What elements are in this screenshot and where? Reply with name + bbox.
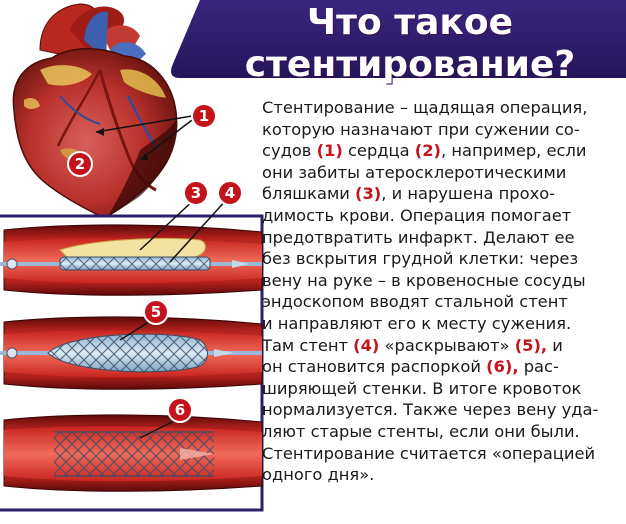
- text-segment: ширяющей стенки. В итоге кровоток: [262, 378, 582, 398]
- marker-4-label: 4: [224, 184, 236, 202]
- title-line-1: Что такое: [307, 2, 513, 43]
- text-line: [262, 97, 618, 119]
- reference-marker: (3): [355, 184, 382, 204]
- text-segment: «раскрывают»: [379, 335, 515, 355]
- marker-1-label: 1: [198, 107, 210, 125]
- marker-5-badge: [144, 300, 168, 324]
- text-line: [262, 421, 618, 443]
- text-line: [262, 183, 618, 205]
- reference-marker: (5),: [514, 335, 548, 355]
- marker-4-badge: [218, 181, 242, 205]
- text-segment: нормализуется. Также через вену уда-: [262, 400, 599, 420]
- text-line: [262, 378, 618, 400]
- text-segment: и направляют его к месту сужения.: [262, 313, 572, 333]
- text-segment: предотвратить инфаркт. Делают ее: [262, 227, 575, 247]
- text-line: [262, 399, 618, 421]
- text-segment: Там стент: [262, 335, 354, 355]
- text-segment: рас-: [518, 357, 559, 377]
- text-line: [262, 313, 618, 335]
- text-line: [262, 270, 618, 292]
- text-line: [262, 464, 618, 486]
- text-segment: Стентирование считается «операцией: [262, 443, 596, 463]
- description-text: [262, 97, 618, 486]
- reference-marker: (6),: [486, 357, 519, 377]
- text-line: [262, 205, 618, 227]
- text-segment: сердца: [342, 141, 415, 161]
- text-line: [262, 443, 618, 465]
- artery-panel-2: [0, 317, 262, 389]
- text-segment: вену на руке – в кровеносные сосуды: [262, 270, 586, 290]
- text-line: [262, 119, 618, 141]
- text-segment: Стентирование – щадящая операция,: [262, 98, 588, 117]
- text-segment: судов: [262, 141, 317, 161]
- marker-1-badge: [192, 104, 216, 128]
- marker-6-label: 6: [174, 401, 186, 419]
- text-line: [262, 162, 618, 184]
- text-segment: они забиты атеросклеротическими: [262, 162, 567, 182]
- marker-6-badge: [168, 398, 192, 422]
- reference-marker: (4): [353, 335, 380, 355]
- marker-2-label: 2: [74, 155, 86, 173]
- marker-5-label: 5: [150, 303, 162, 321]
- text-line: [262, 335, 618, 357]
- text-segment: бляшками: [262, 184, 355, 204]
- marker-2-badge: [68, 152, 92, 176]
- marker-3-label: 3: [190, 184, 202, 202]
- artery-panel-3: [4, 415, 262, 491]
- text-segment: димость крови. Операция помогает: [262, 205, 572, 225]
- marker-3-badge: [184, 181, 208, 205]
- text-segment: эндоскопом вводят стальной стент: [262, 292, 568, 312]
- reference-marker: (2): [414, 141, 441, 161]
- text-line: [262, 140, 618, 162]
- text-line: [262, 248, 618, 270]
- reference-marker: (1): [316, 141, 343, 161]
- text-segment: ляют старые стенты, если они были.: [262, 421, 580, 441]
- text-line: [262, 356, 618, 378]
- text-segment: он становится распоркой: [262, 357, 487, 377]
- heart-illustration: [13, 4, 192, 218]
- text-line: [262, 291, 618, 313]
- text-segment: которую назначают при сужении со-: [262, 119, 580, 139]
- text-line: [262, 227, 618, 249]
- text-segment: и: [547, 335, 563, 355]
- text-segment: , и нарушена прохо-: [381, 184, 556, 204]
- artery-panel-1: [0, 225, 262, 295]
- text-segment: одного дня».: [262, 465, 375, 485]
- title-line-2: стентирование?: [244, 44, 576, 85]
- text-segment: без вскрытия грудной клетки: через: [262, 249, 579, 269]
- text-segment: , например, если: [441, 141, 587, 161]
